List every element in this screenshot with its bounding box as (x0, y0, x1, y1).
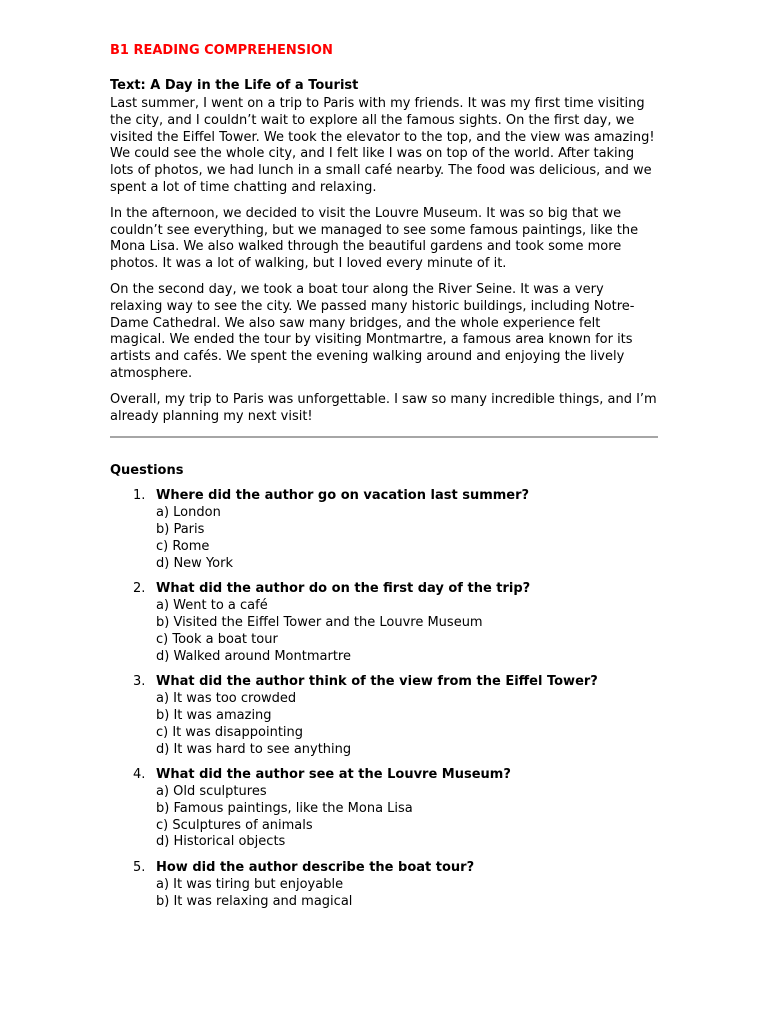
question-item (110, 767, 658, 851)
answer-option: a) London (156, 505, 221, 521)
answer-option: a) It was tiring but enjoyable (156, 877, 344, 893)
text-title: Text: A Day in the Life of a Tourist (110, 78, 359, 93)
answer-option: d) Historical objects (156, 834, 286, 850)
answer-option: a) Old sculptures (156, 784, 267, 800)
section-divider (110, 436, 658, 438)
answer-option: b) Paris (156, 521, 205, 537)
reading-text (110, 96, 658, 425)
question-text: Where did the author go on vacation last summer? (156, 488, 530, 504)
answer-option: c) Sculptures of animals (156, 817, 313, 833)
answer-option: a) It was too crowded (156, 691, 297, 707)
answer-option: d) Walked around Montmartre (156, 648, 351, 664)
question-text: What did the author do on the first day of the trip? (156, 581, 531, 597)
answer-option: b) It was relaxing and magical (156, 893, 353, 909)
paragraph: Last summer, I went on a trip to Paris with my friends. It was my first time visiting the city, and I couldn’t wait to explore all the famous sights. On the first day, we visited the Eiffel Tower. We took the elevator to the top, and the view was amazing! We could see the whole city, and I felt like I was on top of the world. After taking lots of photos, we had lunch in a small café nearby. The food was delicious, and we spent a lot of time chatting and relaxing. (110, 96, 655, 195)
answer-option: b) Famous paintings, like the Mona Lisa (156, 800, 413, 816)
question-text: How did the author describe the boat tour? (156, 860, 475, 876)
answer-option: c) It was disappointing (156, 724, 304, 740)
document-page (110, 42, 658, 920)
answer-option: b) Visited the Eiffel Tower and the Louvre Museum (156, 614, 483, 630)
question-item (110, 581, 658, 665)
answer-option: c) Rome (156, 538, 210, 554)
question-number: 3. (133, 674, 146, 690)
answer-option: b) It was amazing (156, 707, 272, 723)
paragraph: On the second day, we took a boat tour along the River Seine. It was a very relaxing way to see the city. We passed many historic buildings, including Notre-Dame Cathedral. We also saw many bridges, and the whole experience felt magical. We ended the tour by visiting Montmartre, a famous area known for its artists and cafés. We spent the evening walking around and enjoying the lively atmosphere. (110, 281, 635, 381)
questions-heading: Questions (110, 463, 184, 479)
questions-list (110, 488, 658, 910)
question-number: 1. (133, 488, 146, 504)
paragraph: Overall, my trip to Paris was unforgettable. I saw so many incredible things, and I’m already planning my next visit! (110, 391, 657, 424)
question-number: 2. (133, 581, 146, 597)
question-text: What did the author think of the view from the Eiffel Tower? (156, 674, 598, 690)
question-text: What did the author see at the Louvre Museum? (156, 767, 511, 783)
question-number: 4. (133, 767, 146, 783)
question-number: 5. (133, 860, 146, 876)
paragraph: In the afternoon, we decided to visit the Louvre Museum. It was so big that we couldn’t see everything, but we managed to see some famous paintings, like the Mona Lisa. We also walked through the beautiful gardens and took some more photos. It was a lot of walking, but I loved every minute of it. (110, 205, 639, 272)
question-item (110, 860, 658, 910)
answer-option: d) It was hard to see anything (156, 741, 352, 757)
question-item (110, 674, 658, 758)
answer-option: a) Went to a café (156, 598, 268, 614)
question-item (110, 488, 658, 572)
answer-option: d) New York (156, 555, 233, 571)
document-label: B1 READING COMPREHENSION (110, 43, 333, 58)
answer-option: c) Took a boat tour (156, 631, 278, 647)
